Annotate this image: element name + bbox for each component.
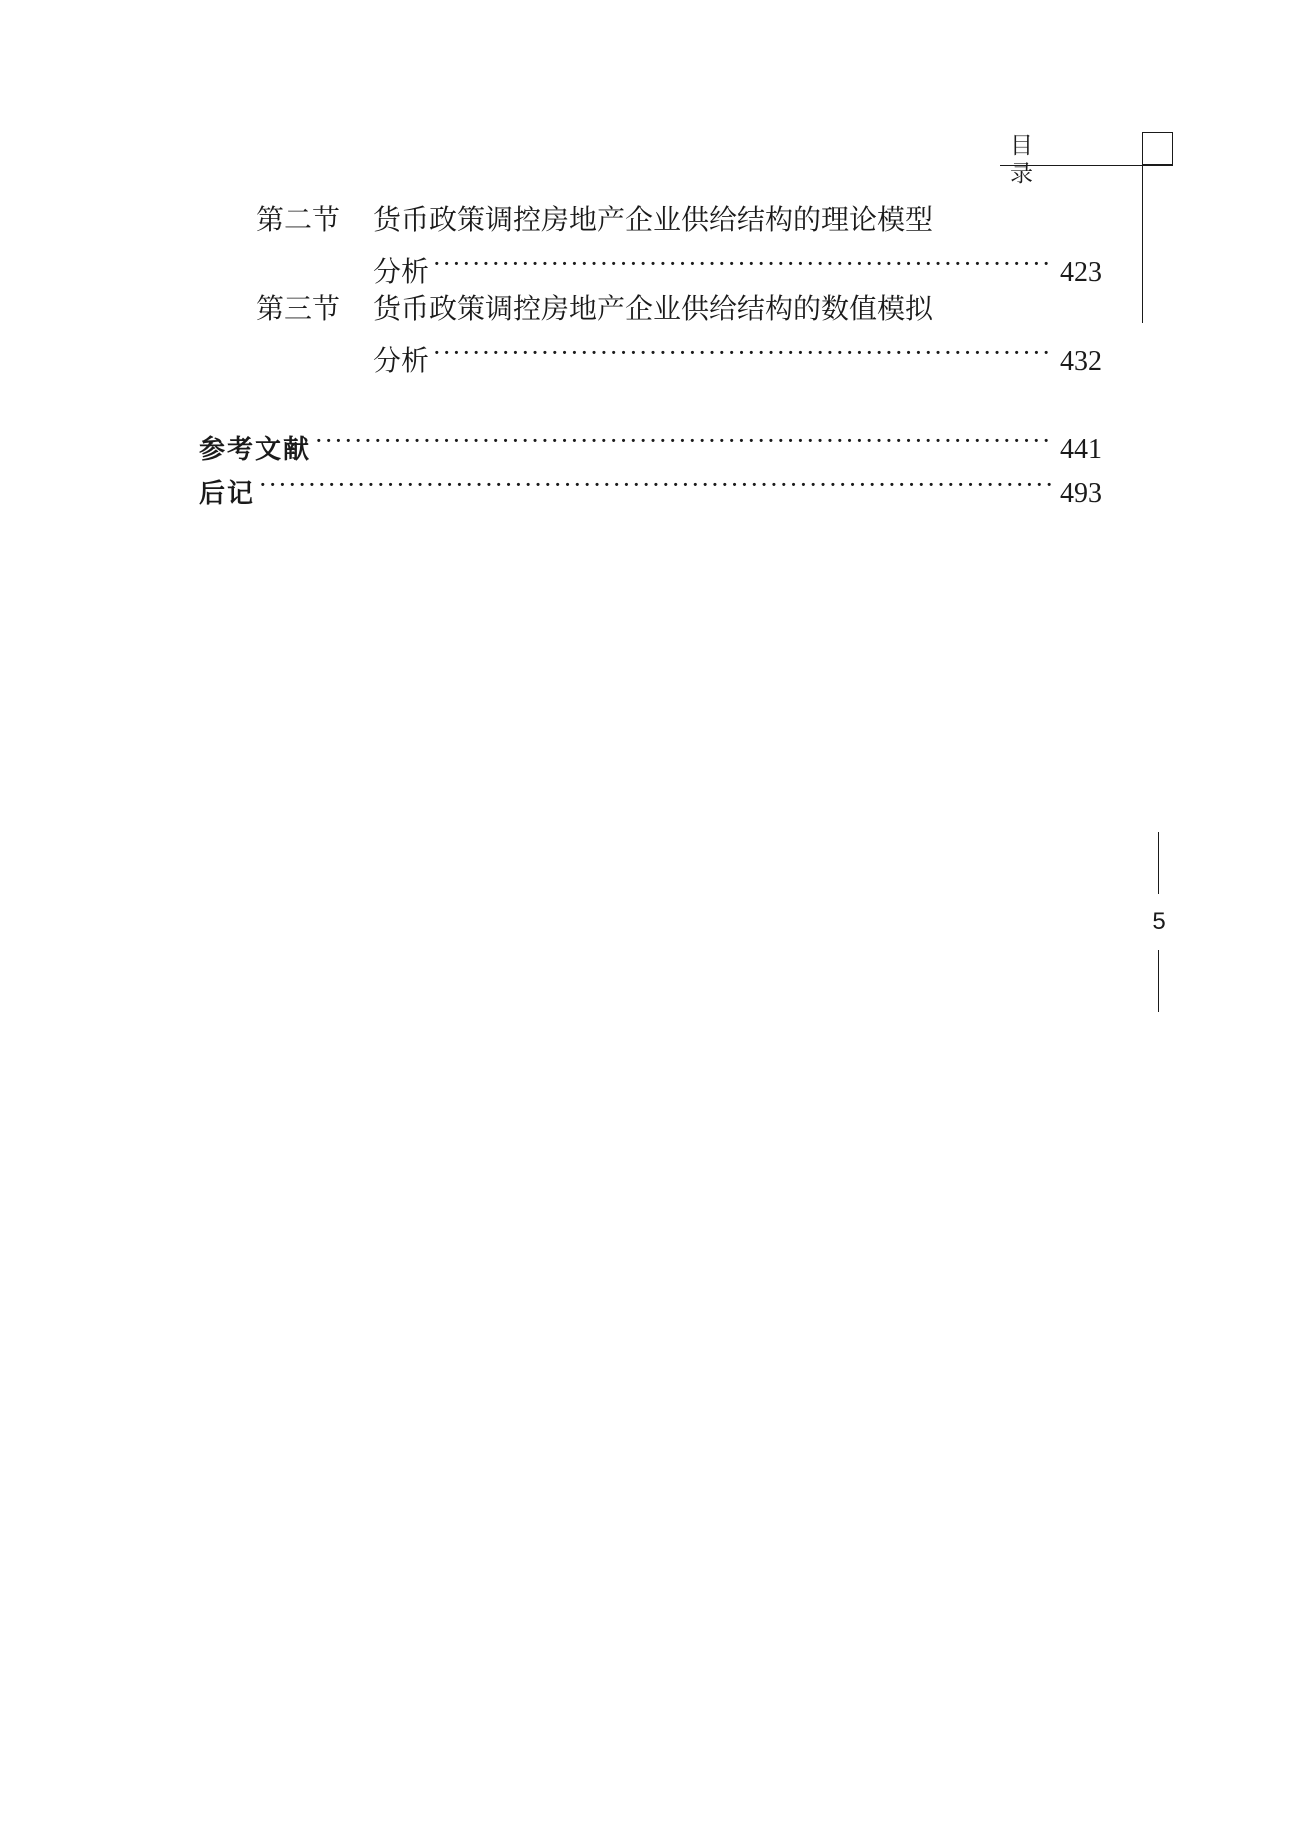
toc-section-3-label: 第三节 bbox=[256, 292, 341, 325]
toc-postscript[interactable] bbox=[199, 468, 1102, 511]
toc-section-2-heading[interactable] bbox=[256, 203, 933, 237]
toc-section-3-page: 432 bbox=[1060, 346, 1102, 377]
page-number: 5 bbox=[1152, 908, 1166, 935]
toc-section-2-title-cont: 分析 bbox=[373, 255, 430, 288]
dot-leader bbox=[259, 468, 1054, 502]
toc-references-page: 441 bbox=[1060, 434, 1102, 465]
header-rule bbox=[1000, 165, 1173, 166]
toc-section-3-heading[interactable] bbox=[256, 292, 933, 326]
toc-section-2-continuation[interactable] bbox=[373, 247, 1102, 290]
dot-leader bbox=[433, 247, 1054, 281]
header-vertical-rule bbox=[1142, 165, 1143, 323]
folio-rule-bottom bbox=[1158, 950, 1159, 1012]
toc-postscript-page: 493 bbox=[1060, 478, 1102, 509]
toc-section-2-title: 货币政策调控房地产企业供给结构的理论模型 bbox=[373, 203, 934, 236]
header-corner-box bbox=[1142, 132, 1173, 165]
toc-postscript-title: 后记 bbox=[199, 479, 256, 509]
toc-references-title: 参考文献 bbox=[199, 435, 312, 465]
toc-references[interactable] bbox=[199, 424, 1102, 467]
running-header-title: 目 录 bbox=[1010, 133, 1067, 187]
dot-leader bbox=[433, 336, 1054, 370]
folio-rule-top bbox=[1158, 832, 1159, 894]
toc-section-3-continuation[interactable] bbox=[373, 336, 1102, 379]
toc-section-3-title: 货币政策调控房地产企业供给结构的数值模拟 bbox=[373, 292, 934, 325]
dot-leader bbox=[315, 424, 1054, 458]
toc-section-3-title-cont: 分析 bbox=[373, 344, 430, 377]
toc-section-2-label: 第二节 bbox=[256, 203, 341, 236]
toc-section-2-page: 423 bbox=[1060, 257, 1102, 288]
